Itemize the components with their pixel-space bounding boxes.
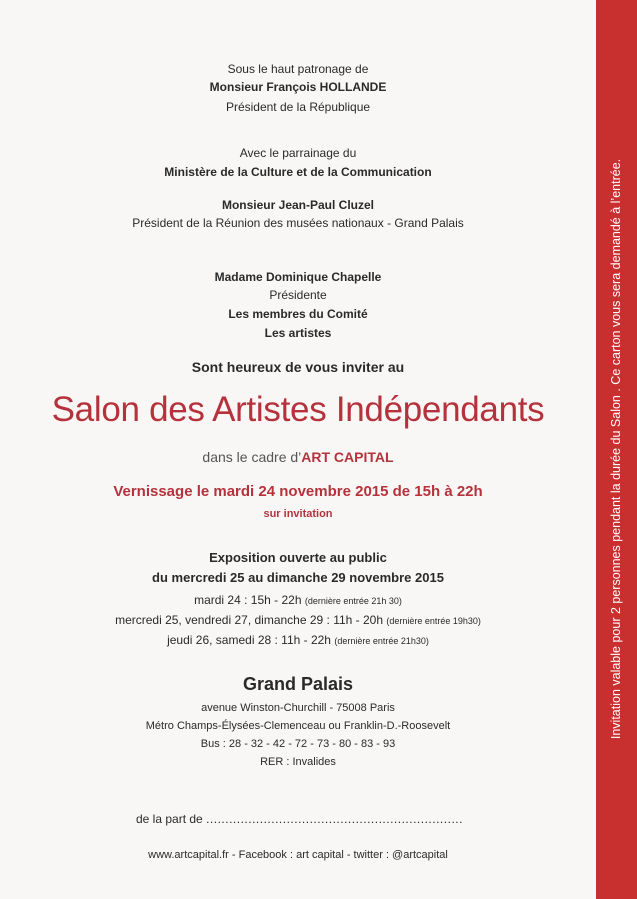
schedule-row <box>0 633 596 647</box>
from-label: de la part de <box>136 812 203 826</box>
committee-members: Les membres du Comité <box>228 307 368 321</box>
committee-role: Présidente <box>269 288 327 302</box>
footer-links: www.artcapital.fr - Facebook : art capital - twitter : @artcapital <box>148 849 448 861</box>
venue-rer: RER : Invalides <box>260 756 336 768</box>
schedule-note: (dernière entrée 21h 30) <box>304 596 402 606</box>
event-title: Salon des Artistes Indépendants <box>51 390 545 429</box>
venue-name: Grand Palais <box>242 674 354 694</box>
venue-metro: Métro Champs-Élysées-Clemenceau ou Franklin-D.-Roosevelt <box>145 720 451 732</box>
side-band-text: Invitation valable pour 2 personnes pendant la durée du Salon . Ce carton vous sera demandé à l’entrée. <box>609 158 623 740</box>
schedule-note: (dernière entrée 21h30) <box>334 636 429 646</box>
vernissage-line: Vernissage le mardi 24 novembre 2015 de 15h à 22h <box>113 483 483 500</box>
exposition-heading: Exposition ouverte au public <box>209 550 387 565</box>
parrainage-ministry: Ministère de la Culture et de la Communication <box>164 165 432 179</box>
cluzel-title: Président de la Réunion des musées nationaux - Grand Palais <box>132 216 464 230</box>
invite-line: Sont heureux de vous inviter au <box>191 359 405 375</box>
event-context <box>0 449 596 465</box>
schedule-row <box>0 593 596 607</box>
vernissage-note: sur invitation <box>263 508 333 520</box>
context-brand: ART CAPITAL <box>301 449 394 465</box>
committee-artists: Les artistes <box>264 326 332 340</box>
schedule-row <box>0 613 596 627</box>
venue-bus: Bus : 28 - 32 - 42 - 72 - 73 - 80 - 83 - 93 <box>200 738 396 750</box>
context-prefix: dans le cadre d’ <box>202 449 302 465</box>
patronage-title: Président de la République <box>225 100 371 114</box>
from-dots: ................................................................... <box>206 812 463 826</box>
from-line <box>136 812 463 826</box>
patronage-intro: Sous le haut patronage de <box>227 62 369 76</box>
exposition-dates: du mercredi 25 au dimanche 29 novembre 2015 <box>152 570 444 585</box>
venue-address: avenue Winston-Churchill - 75008 Paris <box>201 702 395 714</box>
patronage-name: Monsieur François HOLLANDE <box>209 80 387 94</box>
schedule-note: (dernière entrée 19h30) <box>386 616 481 626</box>
cluzel-name: Monsieur Jean-Paul Cluzel <box>221 198 375 212</box>
committee-president-name: Madame Dominique Chapelle <box>214 270 382 284</box>
schedule-days: mardi 24 : 15h - 22h <box>194 593 302 607</box>
schedule-days: mercredi 25, vendredi 27, dimanche 29 : 11h - 20h <box>115 613 384 627</box>
parrainage-intro: Avec le parrainage du <box>239 146 357 160</box>
schedule-days: jeudi 26, samedi 28 : 11h - 22h <box>167 633 331 647</box>
